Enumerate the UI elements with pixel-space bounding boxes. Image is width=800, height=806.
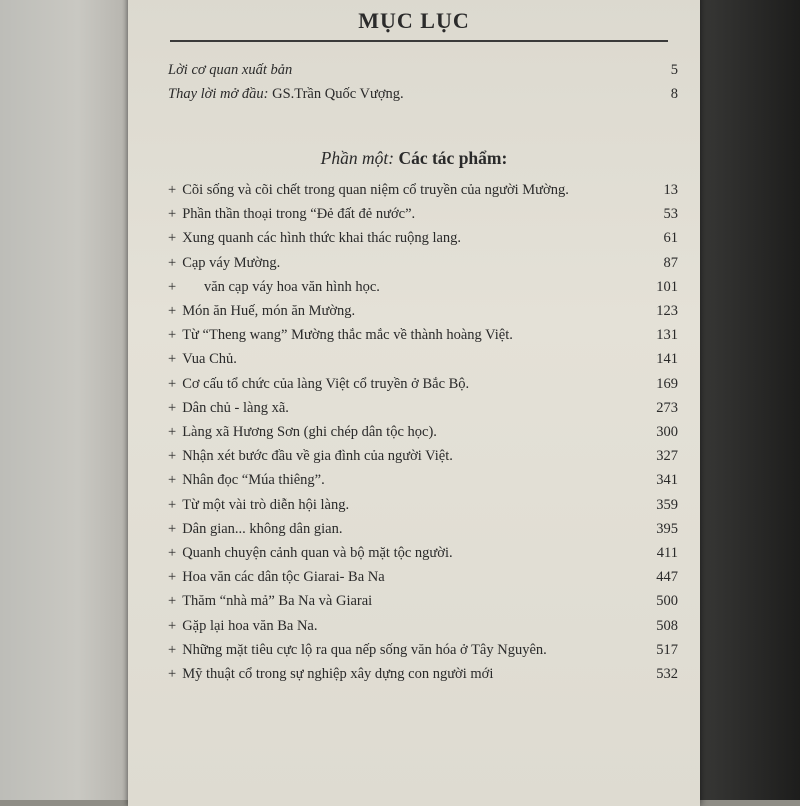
toc-entry-label [168, 227, 461, 249]
bullet-marker: + [168, 641, 177, 658]
toc-entry [128, 542, 700, 564]
page-number: 447 [656, 569, 678, 586]
toc-entry-label [168, 518, 342, 540]
toc-entry [128, 203, 700, 225]
bullet-marker: + [168, 617, 177, 634]
bullet-marker: + [168, 399, 177, 416]
bullet-marker: + [168, 593, 177, 610]
page-number: 341 [656, 472, 678, 489]
page-number: 61 [663, 230, 678, 247]
front-matter-row [128, 83, 700, 105]
page-number: 13 [663, 182, 678, 198]
toc-entry-label [168, 542, 453, 564]
title-divider [170, 40, 668, 42]
front-matter-row [128, 59, 700, 81]
page-number: 359 [656, 496, 678, 513]
bullet-marker: + [168, 472, 177, 489]
toc-entry [128, 373, 700, 395]
toc-entry-label [168, 445, 453, 467]
bullet-marker: + [168, 351, 177, 368]
toc-entry [128, 639, 700, 661]
toc-entry [128, 590, 700, 612]
toc-entry-label [168, 252, 280, 274]
page-number: 327 [656, 448, 678, 465]
toc-entry-title: Dân gian... không dân gian. [182, 520, 343, 537]
toc-entry-label [168, 663, 493, 685]
toc-entry-title: Thăm “nhà mả” Ba Na và Giarai [182, 593, 373, 610]
page-number: 273 [656, 399, 678, 416]
toc-entry-title: Làng xã Hương Sơn (ghi chép dân tộc học). [182, 424, 437, 440]
bullet-marker: + [168, 448, 177, 465]
toc-entry-title: Xung quanh các hình thức khai thác ruộng lang. [182, 230, 462, 247]
section-title: Các tác phẩm: [394, 148, 508, 168]
bullet-marker: + [168, 496, 177, 513]
toc-entry [128, 179, 700, 201]
bullet-marker: + [168, 375, 177, 392]
toc-entry-title: Gặp lại hoa văn Ba Na. [182, 617, 318, 634]
front-matter-label: Lời cơ quan xuất bản [168, 62, 293, 78]
toc-entry [128, 348, 700, 370]
toc-entry [128, 494, 700, 516]
page-number: 300 [656, 424, 678, 440]
page-number: 517 [656, 641, 678, 658]
section-heading [128, 148, 700, 169]
toc-entry-label [168, 324, 513, 346]
toc-entry [128, 518, 700, 540]
toc-entry-label [168, 179, 569, 201]
toc-entry [128, 445, 700, 467]
toc-entry-title: Nhân đọc “Múa thiêng”. [182, 472, 325, 489]
toc-entry [128, 663, 700, 685]
toc-entry-title: Quanh chuyện cảnh quan và bộ mặt tộc người. [182, 545, 453, 561]
toc-entry-title: Từ “Theng wang” Mường thắc mắc về thành hoàng Việt. [182, 327, 513, 344]
page-number: 131 [656, 327, 678, 344]
page-number: 8 [670, 86, 678, 102]
toc-entry-title: Những mặt tiêu cực lộ ra qua nếp sống văn hóa ở Tây Nguyên. [182, 641, 547, 658]
page-number: 123 [656, 303, 678, 319]
toc-entry-label [168, 348, 237, 370]
front-matter-label-author: GS.Trần Quốc Vượng. [268, 86, 404, 102]
toc-entry-label [168, 373, 469, 395]
bullet-marker: + [168, 545, 177, 561]
background-left [0, 0, 130, 800]
toc-entry [128, 566, 700, 588]
bullet-marker: + [168, 206, 177, 223]
toc-entry-label [168, 566, 385, 588]
page-number: 395 [656, 520, 678, 537]
front-matter-label [168, 83, 404, 105]
bullet-marker: + [168, 666, 177, 682]
toc-entry-label [168, 494, 349, 516]
toc-entry [128, 300, 700, 322]
book-page [128, 0, 700, 806]
toc-entry-label [168, 615, 317, 637]
page-number: 53 [663, 206, 678, 223]
toc-entry-title: Cơ cấu tổ chức của làng Việt cổ truyền ở Bắc Bộ. [182, 375, 470, 392]
toc-entry-label [168, 276, 380, 298]
page-number: 508 [656, 617, 678, 634]
toc-entry [128, 421, 700, 443]
page-number: 169 [656, 375, 678, 392]
toc-entry-title: Phần thần thoại trong “Đẻ đất đẻ nước”. [182, 206, 416, 223]
bullet-marker: + [168, 424, 177, 440]
toc-entry-label [168, 639, 547, 661]
front-matter-label-italic: Thay lời mở đầu: [168, 86, 269, 102]
page-number: 101 [656, 278, 678, 295]
background-right [690, 0, 800, 800]
page-number: 532 [656, 666, 678, 682]
toc-entry [128, 227, 700, 249]
bullet-marker: + [168, 520, 177, 537]
toc-entry [128, 615, 700, 637]
toc-entry-title: Nhận xét bước đầu về gia đình của người Việt. [182, 448, 453, 465]
toc-entry-title: văn cạp váy hoa văn hình học. [182, 278, 380, 295]
toc-entry-label [168, 300, 355, 322]
page-number: 5 [670, 62, 678, 78]
toc-entry [128, 276, 700, 298]
toc-entry-title: Mỹ thuật cổ trong sự nghiệp xây dựng con người mới [182, 666, 494, 682]
toc-entry-title: Cạp váy Mường. [182, 254, 281, 271]
toc-entry-label [168, 590, 372, 612]
bullet-marker: + [168, 182, 177, 198]
bullet-marker: + [168, 254, 177, 271]
toc-entry [128, 252, 700, 274]
toc-entry-label [168, 203, 415, 225]
bullet-marker: + [168, 230, 177, 247]
toc-entry-title: Từ một vài trò diễn hội làng. [182, 496, 350, 513]
toc-entry-label [168, 469, 325, 491]
page-number: 500 [656, 593, 678, 610]
toc-entry [128, 469, 700, 491]
toc-entry [128, 324, 700, 346]
toc-entry-title: Dân chủ - làng xã. [182, 399, 289, 416]
toc-entry-label [168, 397, 289, 419]
toc-entry-title: Vua Chủ. [182, 351, 237, 368]
page-number: 141 [656, 351, 678, 368]
bullet-marker: + [168, 278, 177, 295]
toc-entry-title: Cõi sống và cõi chết trong quan niệm cổ truyền của người Mường. [182, 182, 569, 198]
toc-entry-title: Món ăn Huế, món ăn Mường. [182, 303, 356, 319]
bullet-marker: + [168, 303, 177, 319]
toc-entry-label [168, 421, 437, 443]
bullet-marker: + [168, 327, 177, 344]
page-number: 87 [663, 254, 678, 271]
page-title: MỤC LỤC [358, 8, 470, 33]
page-number: 411 [656, 545, 678, 561]
toc-entry-title: Hoa văn các dân tộc Giarai- Ba Na [182, 569, 385, 586]
section-label: Phần một: [320, 148, 395, 168]
bullet-marker: + [168, 569, 177, 586]
toc-entry [128, 397, 700, 419]
